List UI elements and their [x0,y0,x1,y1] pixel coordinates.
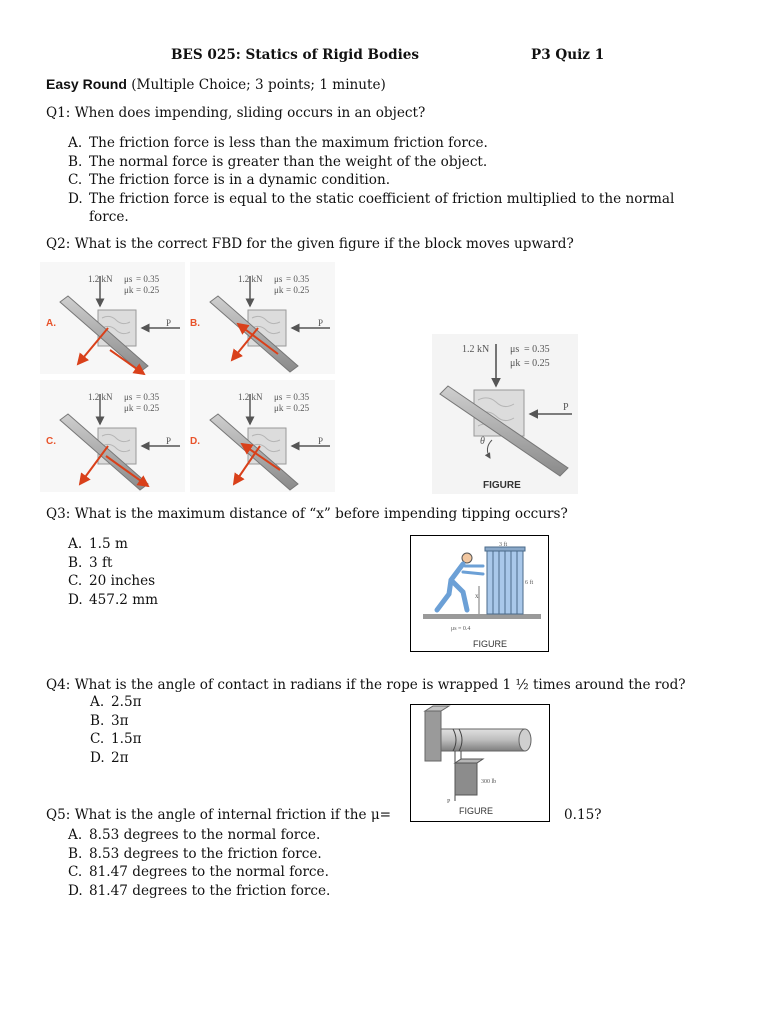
q2-a-load-label: 1.2 kN [88,274,113,284]
q2-c-mu-labels [124,392,160,413]
svg-text:= 0.25: = 0.25 [286,285,310,295]
q3-x-label: x [475,592,479,600]
q2-a-force-label: P [166,318,172,328]
svg-text:μk: μk [510,358,521,369]
svg-text:μs: μs [510,344,520,355]
q3-figure-frame [410,535,549,652]
q2-d-mu-labels [274,392,310,413]
q3-question: Q3: What is the maximum distance of “x” before impending tipping occurs? [46,506,568,522]
q5-option-a: A. 8.53 degrees to the normal force. [68,827,321,843]
q4-force-label: P [447,799,451,805]
q3-option-a: A. 1.5 m [68,536,128,552]
q2-a-mu-labels [124,274,160,295]
svg-text:μk: μk [124,403,134,413]
q5-question: Q5: What is the angle of internal friction if the μ= [46,807,392,823]
quiz-title: P3 Quiz 1 [531,47,605,63]
q1-option-d: D. The friction force is equal to the static coefficient of friction multiplied to the normal force. [68,190,675,225]
q3-options [68,535,158,609]
q4-question: Q4: What is the angle of contact in radians if the rope is wrapped 1 ½ times around the rod? [46,677,686,693]
q2-question: Q2: What is the correct FBD for the given figure if the block moves upward? [46,236,574,252]
q2-main-load-label: 1.2 kN [462,344,490,355]
q2-label-d: D. [190,436,200,447]
svg-text:= 0.35: = 0.35 [286,392,310,402]
q2-c-load-label: 1.2 kN [88,392,113,402]
q2-label-c: C. [46,436,56,447]
round-title: Easy Round [46,76,127,92]
q2-fbd-figure [40,262,580,494]
q4-option-c: C. 1.5π [90,731,142,747]
svg-text:μs: μs [274,392,283,402]
q2-figure-caption: FIGURE [483,480,521,491]
q1-option-c: C. The friction force is in a dynamic condition. [68,172,391,188]
q2-b-force-label: P [318,318,324,328]
course-title: BES 025: Statics of Rigid Bodies [171,47,420,63]
svg-text:= 0.25: = 0.25 [524,358,550,369]
q3-option-c: C. 20 inches [68,573,156,589]
svg-text:= 0.25: = 0.25 [136,403,160,413]
q4-rod-figure [411,705,549,821]
q3-option-b: B. 3 ft [68,554,113,571]
svg-text:μk: μk [124,285,134,295]
q2-b-mu-labels [274,274,310,295]
q4-option-b: B. 3π [90,712,129,729]
svg-text:= 0.35: = 0.35 [286,274,310,284]
q2-main-force-label: P [563,402,569,413]
svg-text:μs: μs [124,392,133,402]
q3-figure-caption: FIGURE [473,639,508,649]
q5-mu-value: 0.15? [564,807,602,823]
round-details: (Multiple Choice; 3 points; 1 minute) [131,77,386,93]
q4-option-d: D. 2π [90,749,129,766]
q5-option-d: D. 81.47 degrees to the friction force. [68,882,331,899]
q2-main-figure [432,334,578,494]
q1-option-a: A. The friction force is less than the maximum friction force. [68,135,488,151]
q2-label-b: B. [190,318,200,329]
q4-options [90,693,142,767]
svg-text:= 0.35: = 0.35 [136,274,160,284]
q4-option-a: A. 2.5π [90,694,142,710]
q5-option-c: C. 81.47 degrees to the normal force. [68,864,329,880]
svg-text:μs: μs [124,274,133,284]
q3-crate-figure [411,536,548,651]
q2-b-load-label: 1.2 kN [238,274,263,284]
q3-width-label: 3 ft [499,542,508,548]
q1-options [68,134,708,227]
svg-text:μk: μk [274,285,284,295]
q2-label-a: A. [46,318,56,329]
q4-weight-label: 300 lb [481,779,497,785]
q2-main-angle-label: θ [480,436,485,447]
q1-question: Q1: When does impending, sliding occurs in an object? [46,105,426,121]
q2-option-c-diagram [40,380,185,492]
svg-text:= 0.25: = 0.25 [136,285,160,295]
q5-options [68,826,330,900]
svg-text:= 0.35: = 0.35 [524,344,550,355]
svg-text:μs: μs [274,274,283,284]
q1-option-b: B. The normal force is greater than the weight of the object. [68,153,488,170]
q2-d-force-label: P [318,436,324,446]
svg-text:μk: μk [274,403,284,413]
q3-height-label: 6 ft [525,580,534,586]
q3-option-d: D. 457.2 mm [68,591,159,608]
svg-text:= 0.25: = 0.25 [286,403,310,413]
svg-text:= 0.35: = 0.35 [136,392,160,402]
q3-mu-label: μs = 0.4 [451,626,471,632]
q2-d-load-label: 1.2 kN [238,392,263,402]
q4-figure-frame [410,704,550,822]
q2-option-b-diagram [190,262,335,374]
q2-option-d-diagram [190,380,335,492]
q2-c-force-label: P [166,436,172,446]
round-heading [46,76,386,93]
q4-figure-caption: FIGURE [459,806,494,816]
q5-option-b: B. 8.53 degrees to the friction force. [68,845,322,862]
q2-option-a-diagram [40,262,185,374]
